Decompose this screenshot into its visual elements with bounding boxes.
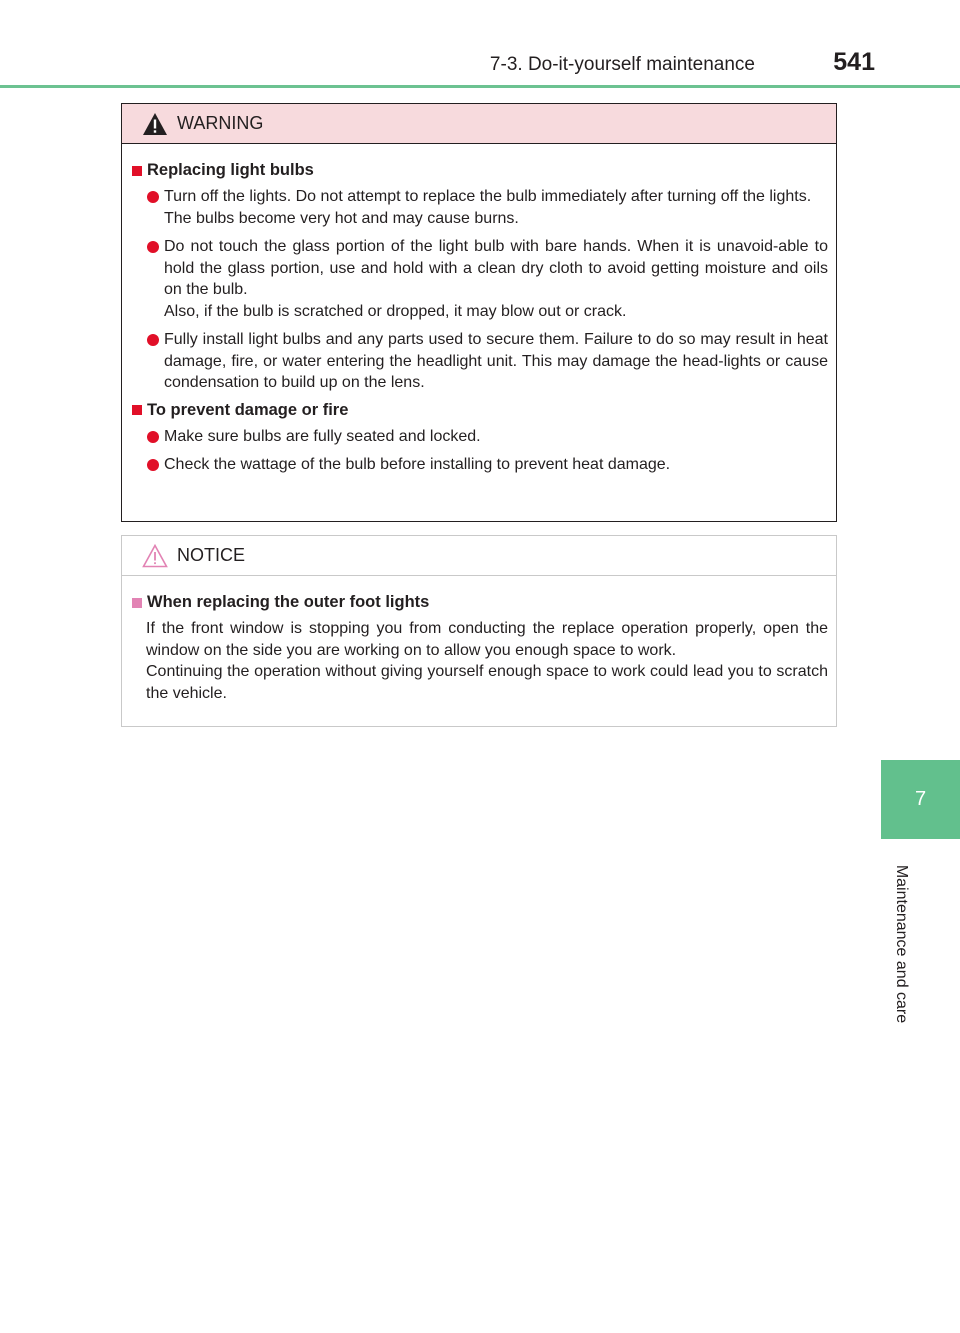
circle-bullet-icon xyxy=(147,241,159,253)
square-bullet-icon xyxy=(132,405,142,415)
warning-header xyxy=(122,104,836,144)
list-item xyxy=(132,186,828,229)
circle-bullet-icon xyxy=(147,459,159,471)
paragraph-text: If the front window is stopping you from conducting the replace operation properly, open the window on the side you are working on to allow you enough space to work. xyxy=(146,620,828,659)
bullet-text: Make sure bulbs are fully seated and locked. xyxy=(164,427,481,445)
warning-body xyxy=(122,144,836,476)
paragraph-text: Continuing the operation without giving yourself enough space to work could lead you to scratch the vehicle. xyxy=(146,663,828,702)
header-divider xyxy=(0,85,960,88)
circle-bullet-icon xyxy=(147,431,159,443)
notice-body xyxy=(122,576,836,704)
bullet-text: Check the wattage of the bulb before installing to prevent heat damage. xyxy=(164,456,671,473)
notice-header xyxy=(122,536,836,576)
bullet-text: Turn off the lights. Do not attempt to replace the bulb immediately after turning off the lights. xyxy=(164,188,812,205)
list-item xyxy=(132,454,828,476)
circle-bullet-icon xyxy=(147,334,159,346)
running-header: 7-3. Do-it-yourself maintenance xyxy=(489,54,755,75)
bullet-text: Do not touch the glass portion of the light bulb with bare hands. When it is unavoid-able to hold the glass portion, use and hold with a clean dry cloth to avoid getting moisture and oils on the bulb. xyxy=(164,238,828,298)
warning-box xyxy=(121,103,837,522)
bullet-text: Fully install light bulbs and any parts used to secure them. Failure to do so may result in heat damage, fire, or water entering the headlight unit. This may damage the head-lights or cause condensation to build up on the lens. xyxy=(164,331,828,391)
circle-bullet-icon xyxy=(147,191,159,203)
section-heading-text: When replacing the outer foot lights xyxy=(147,593,430,611)
page-number: 541 xyxy=(833,48,875,76)
notice-triangle-icon xyxy=(142,544,168,568)
bullet-text: The bulbs become very hot and may cause burns. xyxy=(164,209,519,227)
notice-paragraph xyxy=(132,618,828,704)
bullet-text: Also, if the bulb is scratched or dropped, it may blow out or crack. xyxy=(164,302,627,320)
chapter-label: Maintenance and care xyxy=(893,864,910,1024)
list-item xyxy=(132,236,828,322)
warning-triangle-icon xyxy=(142,112,168,136)
section-heading-text: To prevent damage or fire xyxy=(147,400,349,419)
section-heading xyxy=(132,161,828,180)
list-item xyxy=(132,426,828,448)
chapter-tab xyxy=(881,760,960,839)
square-bullet-icon xyxy=(132,166,142,176)
square-bullet-icon xyxy=(132,598,142,608)
notice-title: NOTICE xyxy=(177,545,246,565)
warning-title: WARNING xyxy=(177,113,264,133)
list-item xyxy=(132,329,828,394)
notice-box xyxy=(121,535,837,727)
section-heading-text: Replacing light bulbs xyxy=(147,161,314,179)
section-heading xyxy=(132,401,828,420)
chapter-number: 7 xyxy=(914,788,927,810)
section-heading xyxy=(132,593,828,612)
